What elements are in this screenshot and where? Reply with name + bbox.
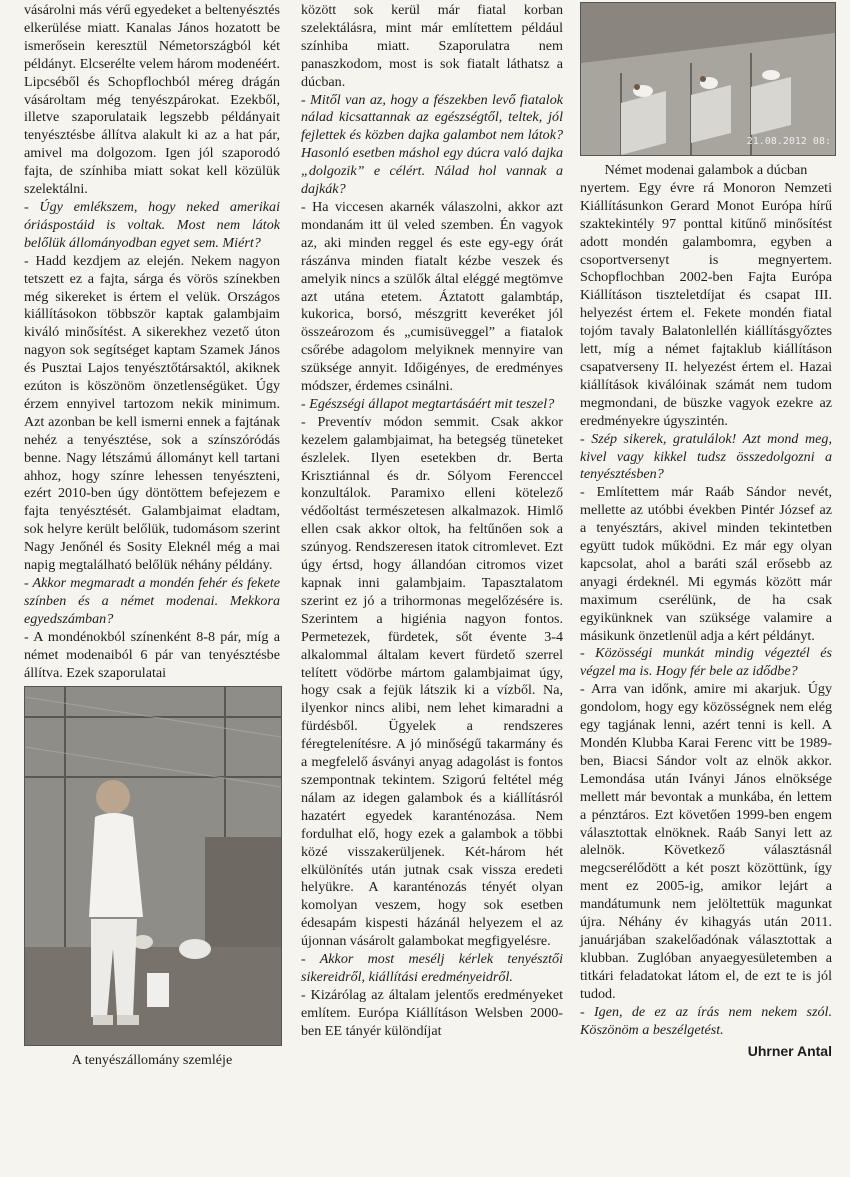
- photo-timestamp: 21.08.2012 08:: [746, 136, 831, 148]
- paragraph: - Preventív módon semmit. Csak akkor kezelem galambjaimat, ha betegség tüneteket észlelek. Ilyen esetekben dr. Berta Krisztiánnal és dr. Sólyom Ferenccel konzultálok. Paramixo elleni kötelező védőoltást természetesen alkalmazok. Himlő ellen csak akkor oltok, ha feltűnően sok a szúnyog. Rendszeresen itatok citromlevet. Ezt úgy értsd, hogy állandóan citromos vizet kapnak inni galambjaim. Tapasztalatom szerint ez jó a trihormonas megelőzésére is. Szerintem a higiénia nagyon fontos. Permetezek, fürdetek, sőt évente 3-4 alkalommal általam kevert fürdető szerrel telített vödörbe mártom galambjaimat úgy, hogy csak a fejük látszik ki a vízből. Na, ilyenkor nincs alibi, nem lehet kimaradni a fürdésből. Ügyelek a rendszeres féregtelenítésre. A jó minőségű takarmány és a megfelelő ásványi anyag adagolást is fontos szempontnak tekintem. Szigorú feltétel még nálam az idegen galambok és a kiállításról hazatért egyedek karanténozása. Nem fordulhat elő, hogy ezek a galambok a többi közé visszakerüljenek. Két-három hét elkülönítés után jutnak csak vissza eredeti helyükre. A karanténozás tényét olyan komolyan veszem, hogy sok esetben édesapám kispesti házánál helyezem el az újonnan vásárolt galambokat megfigyelésre.: [301, 413, 563, 950]
- paragraph: - Kizárólag az általam jelentős eredményeket említem. Európa Kiállításon Welsben 2000-ben EE tányér különdíjat: [301, 986, 563, 1039]
- paragraph: - A mondénokból színenként 8-8 pár, míg a német modenaiból 6 pár van tenyésztésbe állítva. Ezek szaporulatai: [24, 628, 280, 681]
- breeder-photo: [24, 686, 282, 1046]
- interview-closing: - Igen, de ez az írás nem nekem szól. Köszönöm a beszélgetést.: [580, 1003, 832, 1038]
- column-3: [580, 2, 832, 1061]
- interview-question: - Akkor megmaradt a mondén fehér és fekete színben és a német modenai. Mekkora egyedszámban?: [24, 575, 280, 627]
- paragraph: - Hadd kezdjem az elején. Nekem nagyon tetszett ez a fajta, sárga és vörös színekben még sikereket is értem el velük. Országos kiállításokon többször kaptak galambjaim kiváló minősítést. A sikerekhez vezető úton nagyon sok segítséget kaptam Szamek János és Pusztai Lajos tenyésztőtársaktól, akiknek ezúton is köszönöm önzetlenségüket. Úgy érzem ennyivel tartozom nekik minimum. Azt azonban be kell ismerni ennek a fajtának nehéz a tenyésztése, sok a színszóródás benne. Nagy létszámú állományt kell tartani ahhoz, hogy színre lehessen tenyészteni, ezért 2010-ben úgy döntöttem befejezem e fajta tenyésztését. Galambjaimat eladtam, sok helyre került belőlük, tudomásom szerint Nagy Jenőnél és Sosity Eleknél még a mai napig megtalálható belőlük néhány példány.: [24, 252, 280, 574]
- paragraph: - Említettem már Raáb Sándor nevét, mellette az utóbbi években Pintér József az a tenyésztárs, akivel minden tekintetben együtt tudok működni. Ez már egy olyan kapcsolat, ahol a baráti szál erősebb az anyagi érdeknél. Mi egymás között már maximum cserélünk, de ha csak egyikünknek van szüksége valamire a másikunk önzetlenül adja a kért példányt.: [580, 484, 832, 644]
- interview-question: - Szép sikerek, gratulálok! Azt mond meg, kivel vagy kikkel tudsz összedolgozni a tenyésztésben?: [580, 430, 832, 483]
- paragraph: - Arra van időnk, amire mi akarjuk. Úgy gondolom, hogy egy közösségnek nem elég egy tagjának lenni, azért tenni is kell. A Mondén Klubba Karai Ferenc vitt be 1989-ben, Biacsi Sándor volt az elnök akkor. Lemondása után Iványi János elnöksége mellett már bevontak a munkába, én lettem a pénztáros. Ezt követően 1999-ben engem választottak elnöknek. Raáb Sanyi lett az alelnök. Következő választásnál megcserélődött a két poszt közöttünk, így ment ez 2005-ig, amikor lejárt a mandátumunk nem jelöltettük magunkat újra. Néhány év kihagyás után 2011. januárjában szakelőadónak választottak a klubban. Zuglóban anyaegyesületemben a titkári feladatokat látom el, de ezt te is jól tudod.: [580, 681, 832, 1002]
- pigeons-photo: [580, 2, 836, 156]
- column-1: [24, 2, 280, 1070]
- interview-question: - Akkor most mesélj kérlek tenyésztői sikereidről, kiállítási eredményeidről.: [301, 951, 563, 985]
- breeder-photo-illustration: [25, 687, 281, 1045]
- interview-question: - Egészségi állapot megtartásáért mit teszel?: [301, 395, 555, 412]
- author-signature: Uhrner Antal: [747, 1043, 832, 1060]
- paragraph: között sok kerül már fiatal korban szelektálásra, mint már említettem például színhiba miatt. Szaporulatra nem panaszkodom, most is sok fiatalt láthatsz a dúcban.: [301, 2, 563, 90]
- paragraph: nyertem. Egy évre rá Monoron Nemzeti Kiállításunkon Gerard Monot Európa hírű szaktekintély 97 ponttal kitűnő minősítést adott mondén galambomra, egyben a csoportversenyt is megnyertem. Schopflochban 2002-ben Fajta Európa Kiállításon tiszteletdíjat és csapat III. helyezést értem el. Fekete mondén fiatal tojóm tavaly Balatonlellén kiállításgyőztes lett, míg a német fajtaklub kiállításon csapatverseny II. helyezést értem el. Hazai kiállítások kiválóinak számát nem tudom megmondani, de büszke vagyok ezekre az eredményekre úgyszintén.: [580, 179, 832, 429]
- interview-question: - Közösségi munkát mindig végeztél és végzel ma is. Hogy fér bele az idődbe?: [580, 645, 832, 680]
- paragraph: vásárolni más vérű egyedeket a beltenyésztés elkerülése miatt. Kanalas János hozatott be ismerősein keresztül Németországból két példányt. Elcserélte velem három modenéért. Lipcséből és Schopflochból méreg drágán vásároltam még tenyészpárokat. Ezekből, illetve szaporulataik legszebb példányait tenyésztésbe állítva alakult ki az a hat pár, amivel ma dolgozom. Igen jól szaporodó fajta, de színhiba miatt sokat kell közülük szelektálni.: [24, 2, 280, 198]
- column-2: [301, 2, 563, 1041]
- photo-caption: Német modenai galambok a dúcban: [604, 162, 808, 178]
- paragraph: - Ha viccesen akarnék válaszolni, akkor azt mondanám itt ül veled szemben. Én vagyok az, aki minden reggel és este egy-egy órát rászánva minden fiatalt kézbe veszek és amelyik nincs a szülők által eléggé megtömve azt utána etetem. Áztatott galambtáp, kukorica, borsó, mészgritt keveréket jól összeározom és „cumisüveggel” a fiatalok csőrébe adagolom melyiknek mennyire van szüksége annyit. Időigényes, de eredményes módszer, érdemes csinálni.: [301, 198, 563, 395]
- interview-question: - Úgy emlékszem, hogy neked amerikai óriáspostáid is voltak. Most nem látok belőlük állományodban egyet sem. Miért?: [24, 198, 280, 251]
- photo-caption: A tenyészállomány szemléje: [71, 1052, 233, 1069]
- interview-question: - Mitől van az, hogy a fészekben levő fiatalok nálad kicsattannak az egészségtől, teltek, jól fejlettek és közben dajka galambot nem látok? Hasonló esetben máshol egy dúcra való dajka „dolgozik” e célért. Nálad hol vannak a dajkák?: [301, 91, 563, 198]
